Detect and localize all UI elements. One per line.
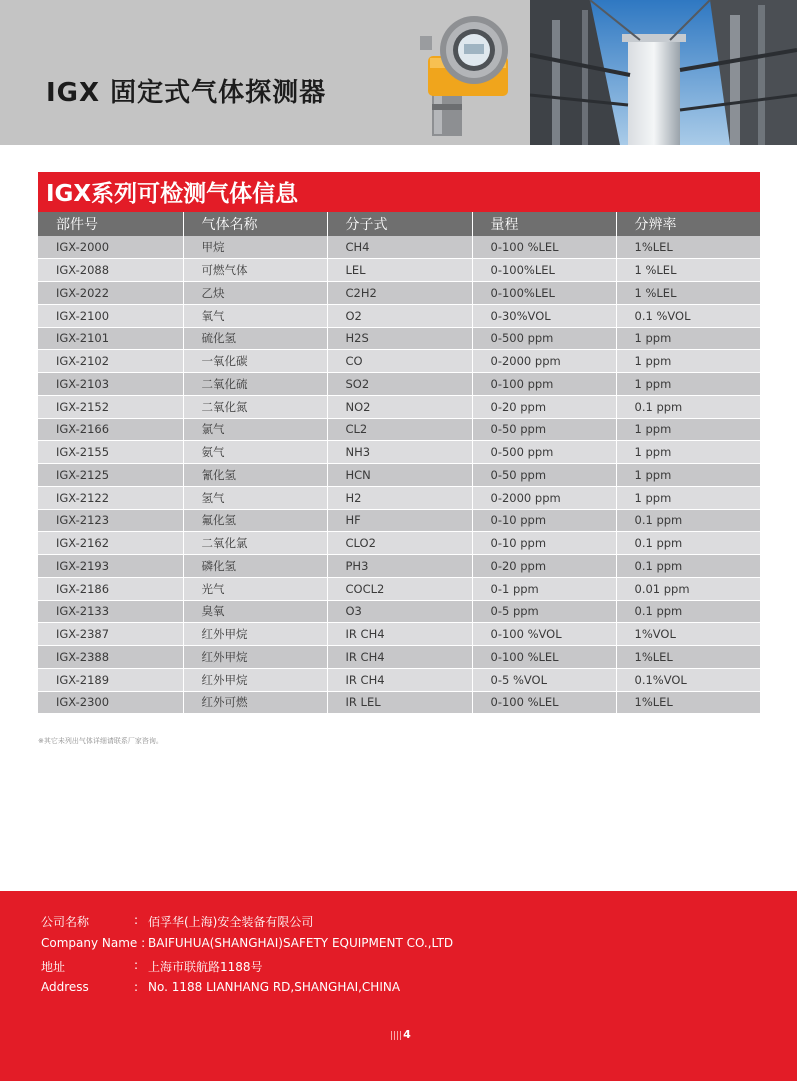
- part-number-cell: IGX-2133: [38, 600, 183, 623]
- resolution-cell: 1%LEL: [616, 236, 760, 259]
- table-row: [38, 304, 760, 327]
- info-colon: :: [134, 980, 139, 994]
- range-cell: 0-5 ppm: [472, 600, 616, 623]
- resolution-cell: 1 ppm: [616, 327, 760, 350]
- resolution-cell: 0.1%VOL: [616, 668, 760, 691]
- column-header-part-number: 部件号: [38, 212, 183, 236]
- table-row: [38, 532, 760, 555]
- column-header-gas-name: 气体名称: [183, 212, 327, 236]
- part-number-cell: IGX-2103: [38, 373, 183, 396]
- table-row: [38, 577, 760, 600]
- part-number-cell: IGX-2123: [38, 509, 183, 532]
- range-cell: 0-100%LEL: [472, 282, 616, 305]
- table-row: [38, 282, 760, 305]
- range-cell: 0-100 %LEL: [472, 646, 616, 669]
- gas-name-cell: 磷化氢: [183, 555, 327, 578]
- formula-cell: NO2: [327, 395, 472, 418]
- formula-cell: NH3: [327, 441, 472, 464]
- info-value: 佰孚华(上海)安全装备有限公司: [148, 915, 314, 929]
- gas-name-cell: 二氧化硫: [183, 373, 327, 396]
- gas-name-cell: 红外可燃: [183, 691, 327, 714]
- part-number-cell: IGX-2101: [38, 327, 183, 350]
- table-row: [38, 236, 760, 259]
- column-header-range: 量程: [472, 212, 616, 236]
- resolution-cell: 1%VOL: [616, 623, 760, 646]
- page-number-value: 4: [403, 1028, 411, 1041]
- range-cell: 0-50 ppm: [472, 418, 616, 441]
- table-row: [38, 691, 760, 714]
- part-number-cell: IGX-2162: [38, 532, 183, 555]
- table-row: [38, 259, 760, 282]
- resolution-cell: 0.1 ppm: [616, 532, 760, 555]
- gas-name-cell: 红外甲烷: [183, 668, 327, 691]
- table-header-row: [38, 212, 760, 236]
- gas-name-cell: 氧气: [183, 304, 327, 327]
- info-colon: :: [134, 958, 139, 972]
- part-number-cell: IGX-2193: [38, 555, 183, 578]
- gas-name-cell: 光气: [183, 577, 327, 600]
- formula-cell: C2H2: [327, 282, 472, 305]
- formula-cell: CL2: [327, 418, 472, 441]
- range-cell: 0-2000 ppm: [472, 486, 616, 509]
- part-number-cell: IGX-2388: [38, 646, 183, 669]
- info-value: 上海市联航路1188号: [148, 960, 263, 974]
- part-number-cell: IGX-2189: [38, 668, 183, 691]
- company-info-footer: [0, 891, 797, 1081]
- table-row: [38, 486, 760, 509]
- gas-name-cell: 红外甲烷: [183, 646, 327, 669]
- gas-name-cell: 氰化氢: [183, 464, 327, 487]
- gas-name-cell: 乙炔: [183, 282, 327, 305]
- page-number: [390, 1028, 411, 1041]
- range-cell: 0-100 %LEL: [472, 691, 616, 714]
- range-cell: 0-100 %LEL: [472, 236, 616, 259]
- gas-name-cell: 臭氧: [183, 600, 327, 623]
- part-number-cell: IGX-2186: [38, 577, 183, 600]
- resolution-cell: 1 ppm: [616, 350, 760, 373]
- info-label: 公司名称: [41, 915, 90, 929]
- range-cell: 0-10 ppm: [472, 509, 616, 532]
- resolution-cell: 1 ppm: [616, 486, 760, 509]
- part-number-cell: IGX-2166: [38, 418, 183, 441]
- info-label: 地址: [41, 960, 66, 974]
- part-number-cell: IGX-2387: [38, 623, 183, 646]
- range-cell: 0-100%LEL: [472, 259, 616, 282]
- page-marker-icon: ||||: [390, 1031, 403, 1041]
- part-number-cell: IGX-2300: [38, 691, 183, 714]
- formula-cell: HF: [327, 509, 472, 532]
- gas-name-cell: 红外甲烷: [183, 623, 327, 646]
- range-cell: 0-30%VOL: [472, 304, 616, 327]
- formula-cell: LEL: [327, 259, 472, 282]
- info-label: Address: [41, 980, 89, 994]
- gas-name-cell: 氢气: [183, 486, 327, 509]
- formula-cell: IR CH4: [327, 668, 472, 691]
- formula-cell: IR CH4: [327, 646, 472, 669]
- column-header-resolution: 分辨率: [616, 212, 760, 236]
- table-row: [38, 509, 760, 532]
- table-row: [38, 668, 760, 691]
- table-row: [38, 464, 760, 487]
- formula-cell: O2: [327, 304, 472, 327]
- part-number-cell: IGX-2000: [38, 236, 183, 259]
- resolution-cell: 1 ppm: [616, 373, 760, 396]
- table-row: [38, 418, 760, 441]
- range-cell: 0-50 ppm: [472, 464, 616, 487]
- column-header-formula: 分子式: [327, 212, 472, 236]
- table-row: [38, 623, 760, 646]
- gas-detector-image: [418, 8, 518, 138]
- resolution-cell: 0.1 %VOL: [616, 304, 760, 327]
- formula-cell: H2S: [327, 327, 472, 350]
- info-colon: :: [134, 913, 139, 927]
- resolution-cell: 0.1 ppm: [616, 509, 760, 532]
- range-cell: 0-10 ppm: [472, 532, 616, 555]
- info-value: BAIFUHUA(SHANGHAI)SAFETY EQUIPMENT CO.,LTD: [148, 936, 454, 950]
- gas-name-cell: 一氧化碳: [183, 350, 327, 373]
- resolution-cell: 1 ppm: [616, 464, 760, 487]
- formula-cell: IR CH4: [327, 623, 472, 646]
- range-cell: 0-100 ppm: [472, 373, 616, 396]
- part-number-cell: IGX-2022: [38, 282, 183, 305]
- range-cell: 0-500 ppm: [472, 441, 616, 464]
- table-row: [38, 350, 760, 373]
- part-number-cell: IGX-2152: [38, 395, 183, 418]
- formula-cell: O3: [327, 600, 472, 623]
- table-row: [38, 395, 760, 418]
- resolution-cell: 1 ppm: [616, 441, 760, 464]
- part-number-cell: IGX-2100: [38, 304, 183, 327]
- part-number-cell: IGX-2088: [38, 259, 183, 282]
- table-row: [38, 327, 760, 350]
- resolution-cell: 0.1 ppm: [616, 600, 760, 623]
- table-row: [38, 555, 760, 578]
- gas-name-cell: 氯气: [183, 418, 327, 441]
- formula-cell: IR LEL: [327, 691, 472, 714]
- part-number-cell: IGX-2125: [38, 464, 183, 487]
- table-row: [38, 441, 760, 464]
- part-number-cell: IGX-2102: [38, 350, 183, 373]
- resolution-cell: 0.1 ppm: [616, 555, 760, 578]
- formula-cell: CLO2: [327, 532, 472, 555]
- resolution-cell: 0.01 ppm: [616, 577, 760, 600]
- formula-cell: CO: [327, 350, 472, 373]
- gas-name-cell: 甲烷: [183, 236, 327, 259]
- range-cell: 0-20 ppm: [472, 395, 616, 418]
- page-header: [0, 0, 797, 145]
- page-title: IGX 固定式气体探测器: [46, 78, 327, 108]
- resolution-cell: 0.1 ppm: [616, 395, 760, 418]
- range-cell: 0-2000 ppm: [472, 350, 616, 373]
- part-number-cell: IGX-2122: [38, 486, 183, 509]
- resolution-cell: 1 %LEL: [616, 282, 760, 305]
- range-cell: 0-5 %VOL: [472, 668, 616, 691]
- range-cell: 0-20 ppm: [472, 555, 616, 578]
- formula-cell: SO2: [327, 373, 472, 396]
- resolution-cell: 1%LEL: [616, 646, 760, 669]
- gas-info-table: [38, 212, 760, 714]
- table-row: [38, 646, 760, 669]
- gas-name-cell: 氨气: [183, 441, 327, 464]
- industrial-plant-photo: [530, 0, 797, 145]
- gas-name-cell: 二氧化氮: [183, 395, 327, 418]
- formula-cell: HCN: [327, 464, 472, 487]
- table-row: [38, 600, 760, 623]
- footnote: ※其它未列出气体详细请联系厂家咨询。: [38, 737, 163, 745]
- gas-name-cell: 可燃气体: [183, 259, 327, 282]
- table-row: [38, 373, 760, 396]
- gas-name-cell: 氟化氢: [183, 509, 327, 532]
- resolution-cell: 1%LEL: [616, 691, 760, 714]
- formula-cell: PH3: [327, 555, 472, 578]
- range-cell: 0-1 ppm: [472, 577, 616, 600]
- formula-cell: CH4: [327, 236, 472, 259]
- gas-name-cell: 硫化氢: [183, 327, 327, 350]
- gas-name-cell: 二氧化氯: [183, 532, 327, 555]
- resolution-cell: 1 ppm: [616, 418, 760, 441]
- resolution-cell: 1 %LEL: [616, 259, 760, 282]
- section-header: [38, 172, 760, 212]
- range-cell: 0-500 ppm: [472, 327, 616, 350]
- part-number-cell: IGX-2155: [38, 441, 183, 464]
- info-value: No. 1188 LIANHANG RD,SHANGHAI,CHINA: [148, 980, 401, 994]
- section-title: IGX系列可检测气体信息: [46, 181, 299, 207]
- formula-cell: COCL2: [327, 577, 472, 600]
- info-label: Company Name :: [41, 936, 146, 950]
- range-cell: 0-100 %VOL: [472, 623, 616, 646]
- formula-cell: H2: [327, 486, 472, 509]
